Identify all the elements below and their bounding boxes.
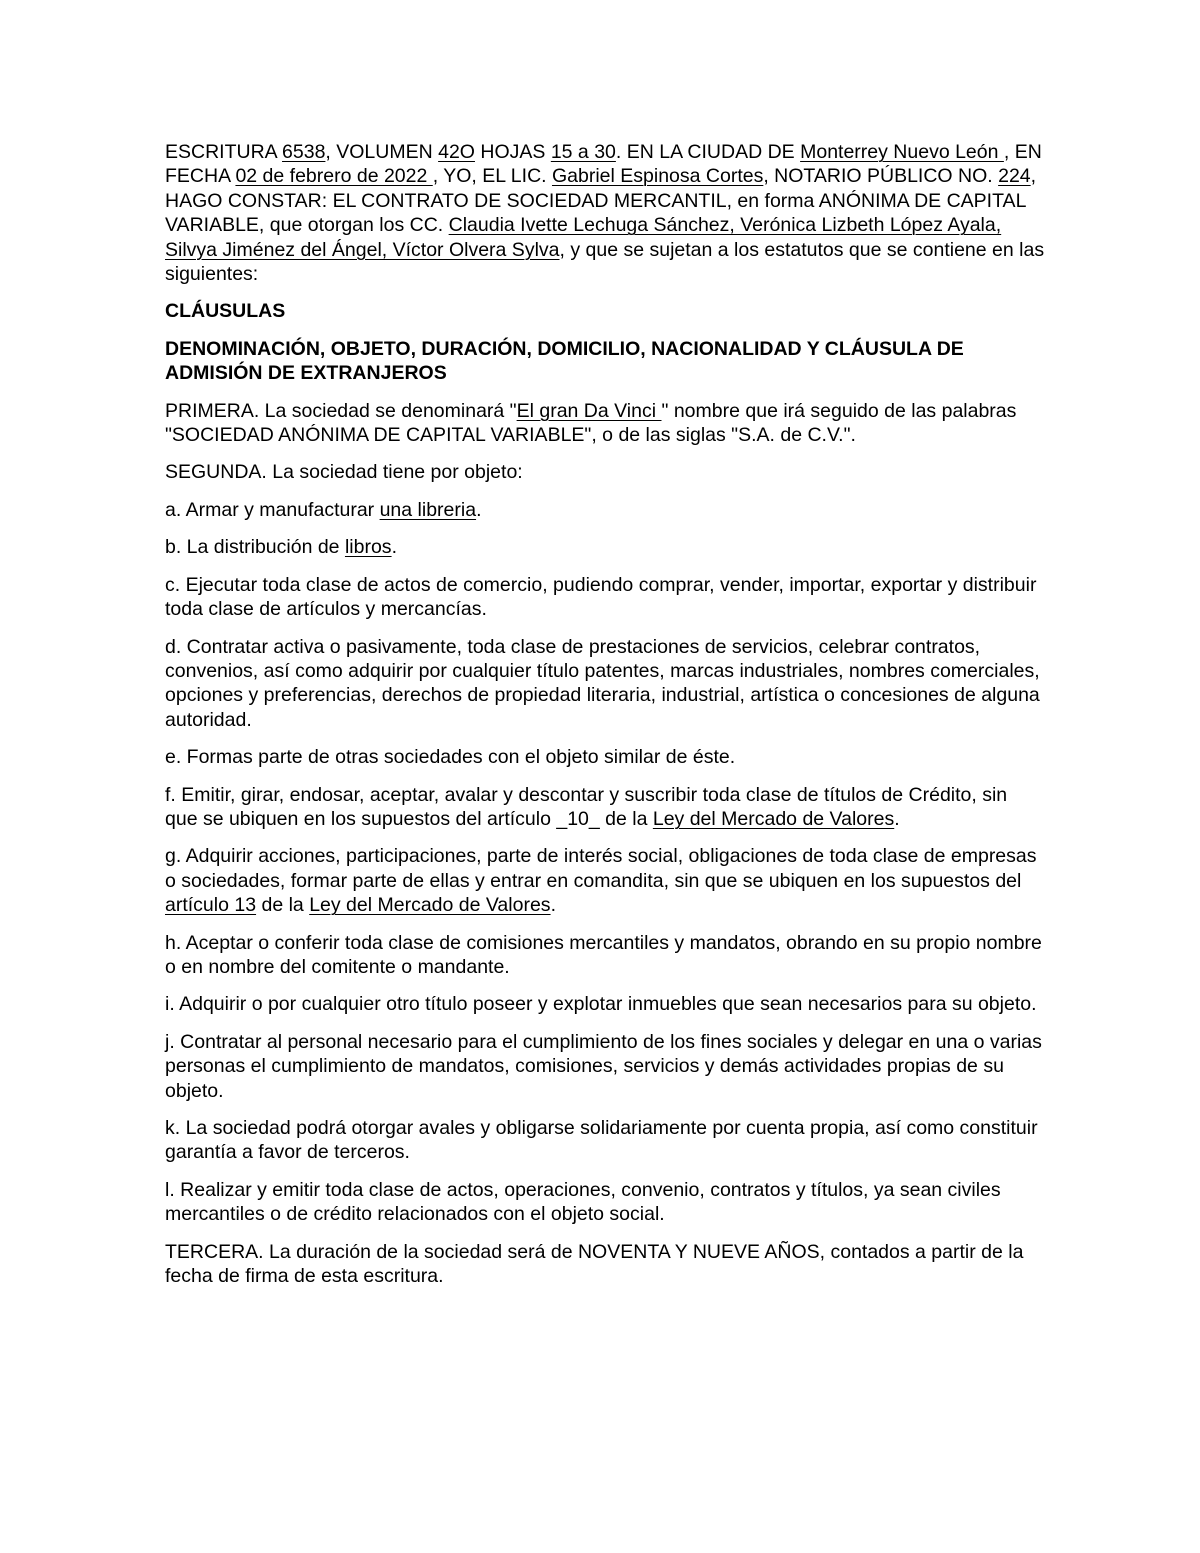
item-text: f. Emitir, girar, endosar, aceptar, avalar y descontar y suscribir toda clase de títulos de Crédito, sin que se ubiquen en los supuestos del artículo _10_ de la (165, 783, 1008, 830)
intro-text: , VOLUMEN (325, 141, 439, 163)
item-text: . (894, 807, 900, 830)
item-underlined: libros (344, 536, 392, 559)
primera-text: " nombre que irá seguido de las palabras "SOCIEDAD ANÓNIMA DE CAPITAL VARIABLE", o de las siglas "S.A. de C.V.". (165, 399, 1017, 447)
intro-text: ESCRITURA (165, 141, 283, 163)
socios-names: Claudia Ivette Lechuga Sánchez, Verónica Lizbeth López Ayala, Silvya Jiménez del Ángel, Víctor Olvera Sylva (165, 214, 1002, 261)
objeto-item-l: l. Realizar y emitir toda clase de actos, operaciones, convenio, contratos y títulos, ya sean civiles mercantiles o de crédito relacionados con el objeto social. (165, 1178, 1001, 1226)
intro-text: , HAGO CONSTAR: EL CONTRATO DE SOCIEDAD MERCANTIL, en forma ANÓNIMA DE CAPITAL VARIABLE, que otorgan los CC. (165, 165, 1037, 237)
item-text: de la (256, 894, 310, 917)
item-text: . (550, 894, 556, 917)
item-underlined: artículo 13 (165, 894, 257, 917)
clausula-tercera: TERCERA. La duración de la sociedad será de NOVENTA Y NUEVE AÑOS, contados a partir de la fecha de firma de esta escritura. (165, 1240, 1024, 1288)
intro-text: HOJAS (474, 141, 551, 163)
item-text: g. Adquirir acciones, participaciones, parte de interés social, obligaciones de toda clase de empresas o sociedades, formar parte de ellas y entrar en comandita, sin que se ubiquen en los supuestos del (165, 845, 1037, 892)
objeto-item-k: k. La sociedad podrá otorgar avales y obligarse solidariamente por cuenta propia, así como constituir garantía a favor de terceros. (165, 1117, 1038, 1164)
objeto-item-g (165, 844, 1045, 917)
escritura-number: 6538 (282, 141, 326, 163)
clausula-segunda: SEGUNDA. La sociedad tiene por objeto: (165, 461, 523, 484)
clausula-primera (165, 399, 1045, 448)
section-heading: DENOMINACIÓN, OBJETO, DURACIÓN, DOMICILIO, NACIONALIDAD Y CLÁUSULA DE ADMISIÓN DE EXTRANJEROS (165, 337, 964, 385)
intro-text: , YO, EL LIC. (432, 165, 552, 188)
objeto-item-h: h. Aceptar o conferir toda clase de comisiones mercantiles y mandatos, obrando en su propio nombre o en nombre del comitente o mandante. (165, 931, 1042, 978)
intro-text: . EN LA CIUDAD DE (615, 141, 801, 163)
notario-number: 224 (998, 165, 1031, 188)
objeto-item-e: e. Formas parte de otras sociedades con el objeto similar de éste. (165, 746, 736, 769)
notario-name: Gabriel Espinosa Cortes (551, 165, 764, 188)
intro-text: , NOTARIO PÚBLICO NO. (763, 165, 999, 188)
objeto-item-c: c. Ejecutar toda clase de actos de comercio, pudiendo comprar, vender, importar, exportar y distribuir toda clase de artículos y mercancías. (165, 573, 1037, 621)
fecha-value: 02 de febrero de 2022 (235, 165, 433, 188)
item-text: a. Armar y manufacturar (165, 498, 380, 521)
objeto-item-b (165, 535, 1045, 559)
item-text: . (391, 536, 397, 559)
objeto-item-a (165, 498, 1045, 522)
ciudad-name: Monterrey Nuevo León (800, 141, 1004, 163)
hojas-range: 15 a 30 (550, 141, 616, 163)
volumen-number: 42O (438, 141, 475, 163)
document-page (165, 140, 1045, 1301)
intro-text: , y que se sujetan a los estatutos que se contiene en las siguientes: (165, 238, 1045, 286)
item-text: . (476, 498, 482, 521)
item-text: b. La distribución de (165, 536, 345, 559)
item-underlined: una libreria (379, 498, 477, 521)
objeto-item-i: i. Adquirir o por cualquier otro título poseer y explotar inmuebles que sean necesarios para su objeto. (165, 993, 1037, 1016)
item-underlined: Ley del Mercado de Valores (652, 807, 895, 830)
intro-paragraph (165, 140, 1045, 286)
objeto-item-f (165, 783, 1045, 832)
objeto-item-j: j. Contratar al personal necesario para el cumplimiento de los fines sociales y delegar en una o varias personas el cumplimiento de mandatos, comisiones, servicios y demás actividades propias de su objeto. (165, 1030, 1042, 1102)
clausulas-heading: CLÁUSULAS (165, 300, 286, 323)
sociedad-nombre: El gran Da Vinci (516, 399, 662, 422)
item-underlined: Ley del Mercado de Valores (309, 894, 551, 917)
intro-text: , EN FECHA (165, 141, 1042, 188)
objeto-item-d: d. Contratar activa o pasivamente, toda clase de prestaciones de servicios, celebrar contratos, convenios, así como adquirir por cualquier título patentes, marcas industriales, nombres comerciales, opciones y preferencias, derechos de propiedad literaria, industrial, artística o concesiones de alguna autoridad. (165, 635, 1040, 731)
primera-text: PRIMERA. La sociedad se denominará " (165, 399, 517, 422)
